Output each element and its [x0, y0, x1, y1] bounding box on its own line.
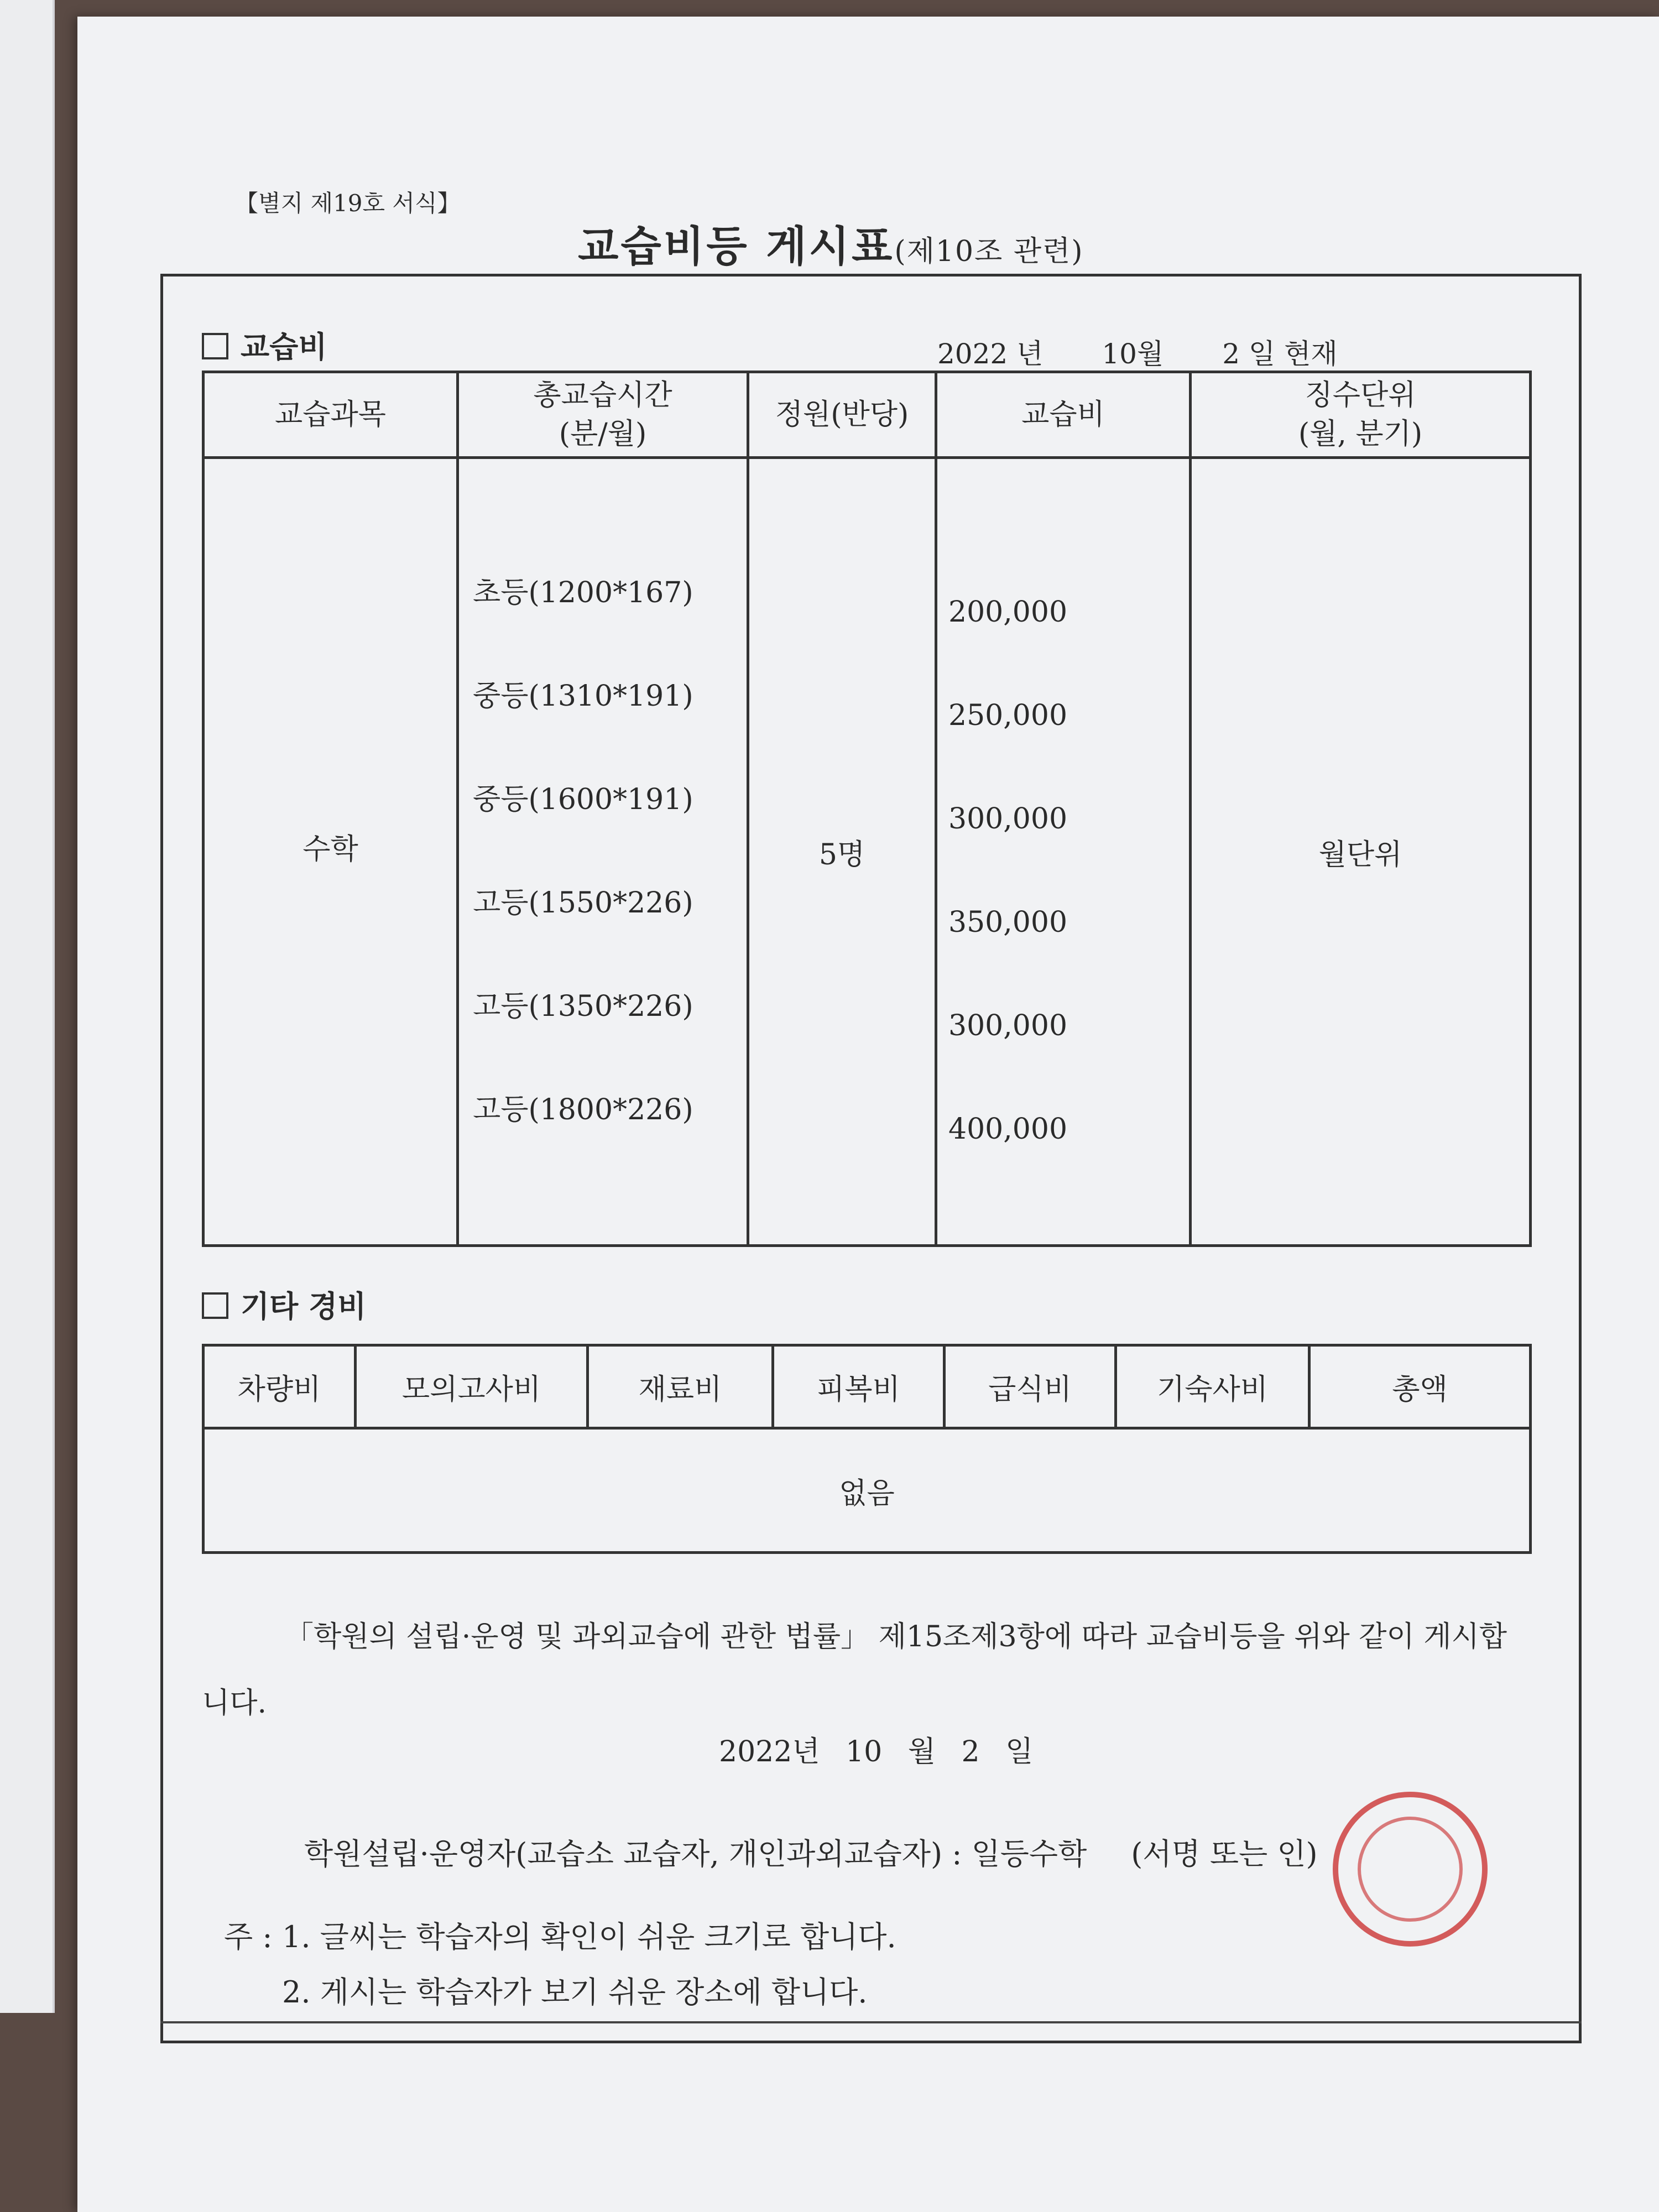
notice-paragraph: 「학원의 설립·운영 및 과외교습에 관한 법률」 제15조제3항에 따라 교습비등을 위와 같이 게시합니다. — [202, 1620, 1507, 1720]
fee-item: 250,000 — [948, 699, 1068, 732]
col-header-meals: 급식비 — [945, 1345, 1116, 1428]
bottom-rule — [160, 2021, 1582, 2023]
fees-cell — [936, 458, 1191, 1246]
col-header-dormitory: 기숙사비 — [1116, 1345, 1310, 1428]
col-header-materials: 재료비 — [588, 1345, 773, 1428]
capacity-cell: 5명 — [748, 458, 936, 1246]
course-item: 고등(1350*226) — [473, 990, 693, 1023]
collection-unit-cell: 월단위 — [1191, 458, 1531, 1246]
fee-item: 350,000 — [948, 906, 1068, 939]
form-number-tag: 【별지 제19호 서식】 — [235, 190, 461, 217]
course-item: 중등(1310*191) — [473, 680, 693, 713]
operator-label: 학원설립·운영자(교습소 교습자, 개인과외교습자) : 일등수학 — [304, 1837, 1087, 1871]
col-header-subject: 교습과목 — [204, 372, 458, 458]
fee-list — [937, 522, 1189, 1181]
courses-cell — [458, 458, 748, 1246]
seal-inner-ring — [1358, 1817, 1463, 1922]
adjacent-sheet — [0, 0, 55, 2013]
course-item: 중등(1600*191) — [473, 783, 693, 816]
course-item: 초등(1200*167) — [473, 576, 693, 609]
checkbox-icon — [202, 1292, 228, 1319]
col-header-collection-unit: 징수단위 (월, 분기) — [1191, 372, 1531, 458]
note-item: 1. 글씨는 학습자의 확인이 쉬운 크기로 합니다. — [282, 1919, 896, 1954]
note-item: 2. 게시는 학습자가 보기 쉬운 장소에 합니다. — [282, 1975, 868, 2010]
other-expenses-header-row — [204, 1345, 1531, 1428]
checkbox-icon — [202, 333, 228, 359]
notes-prefix: 주 : — [224, 1919, 273, 1954]
document-title — [578, 213, 1084, 273]
course-item: 고등(1800*226) — [473, 1093, 693, 1126]
fees-section-heading: 교습비 — [202, 324, 327, 366]
course-item: 고등(1550*226) — [473, 886, 693, 920]
course-list — [459, 541, 747, 1162]
document-page — [77, 17, 1659, 2212]
other-expenses-value: 없음 — [204, 1428, 1531, 1553]
tuition-body-row — [204, 458, 1531, 1246]
col-header-vehicle: 차량비 — [204, 1345, 356, 1428]
tuition-header-row — [204, 372, 1531, 458]
subject-cell: 수학 — [204, 458, 458, 1246]
other-expenses-heading: 기타 경비 — [202, 1283, 366, 1326]
as-of-day: 2 일 현재 — [1222, 338, 1338, 370]
col-header-tuition: 교습비 — [936, 372, 1191, 458]
signature-label: (서명 또는 인) — [1131, 1837, 1318, 1871]
other-expenses-body-row — [204, 1428, 1531, 1553]
col-header-total: 총액 — [1310, 1345, 1531, 1428]
tuition-table — [202, 371, 1532, 1247]
title-main: 교습비등 게시표 — [578, 222, 895, 271]
as-of-date — [937, 332, 1338, 372]
other-expenses-table — [202, 1344, 1532, 1554]
col-header-capacity: 정원(반당) — [748, 372, 936, 458]
operator-line — [304, 1830, 1318, 1873]
fee-item: 300,000 — [948, 802, 1068, 836]
col-header-mock-exam: 모의고사비 — [356, 1345, 588, 1428]
fee-item: 300,000 — [948, 1009, 1068, 1042]
as-of-month: 10월 — [1102, 338, 1164, 370]
sign-date: 2022년 10 월 2 일 — [719, 1735, 1034, 1768]
col-header-clothing: 피복비 — [773, 1345, 945, 1428]
as-of-year: 2022 년 — [937, 338, 1044, 370]
title-subtitle: (제10조 관련) — [894, 235, 1084, 268]
red-seal-stamp — [1333, 1792, 1488, 1947]
fee-item: 200,000 — [948, 596, 1068, 629]
fee-item: 400,000 — [948, 1113, 1068, 1146]
col-header-total-hours: 총교습시간 (분/월) — [458, 372, 748, 458]
